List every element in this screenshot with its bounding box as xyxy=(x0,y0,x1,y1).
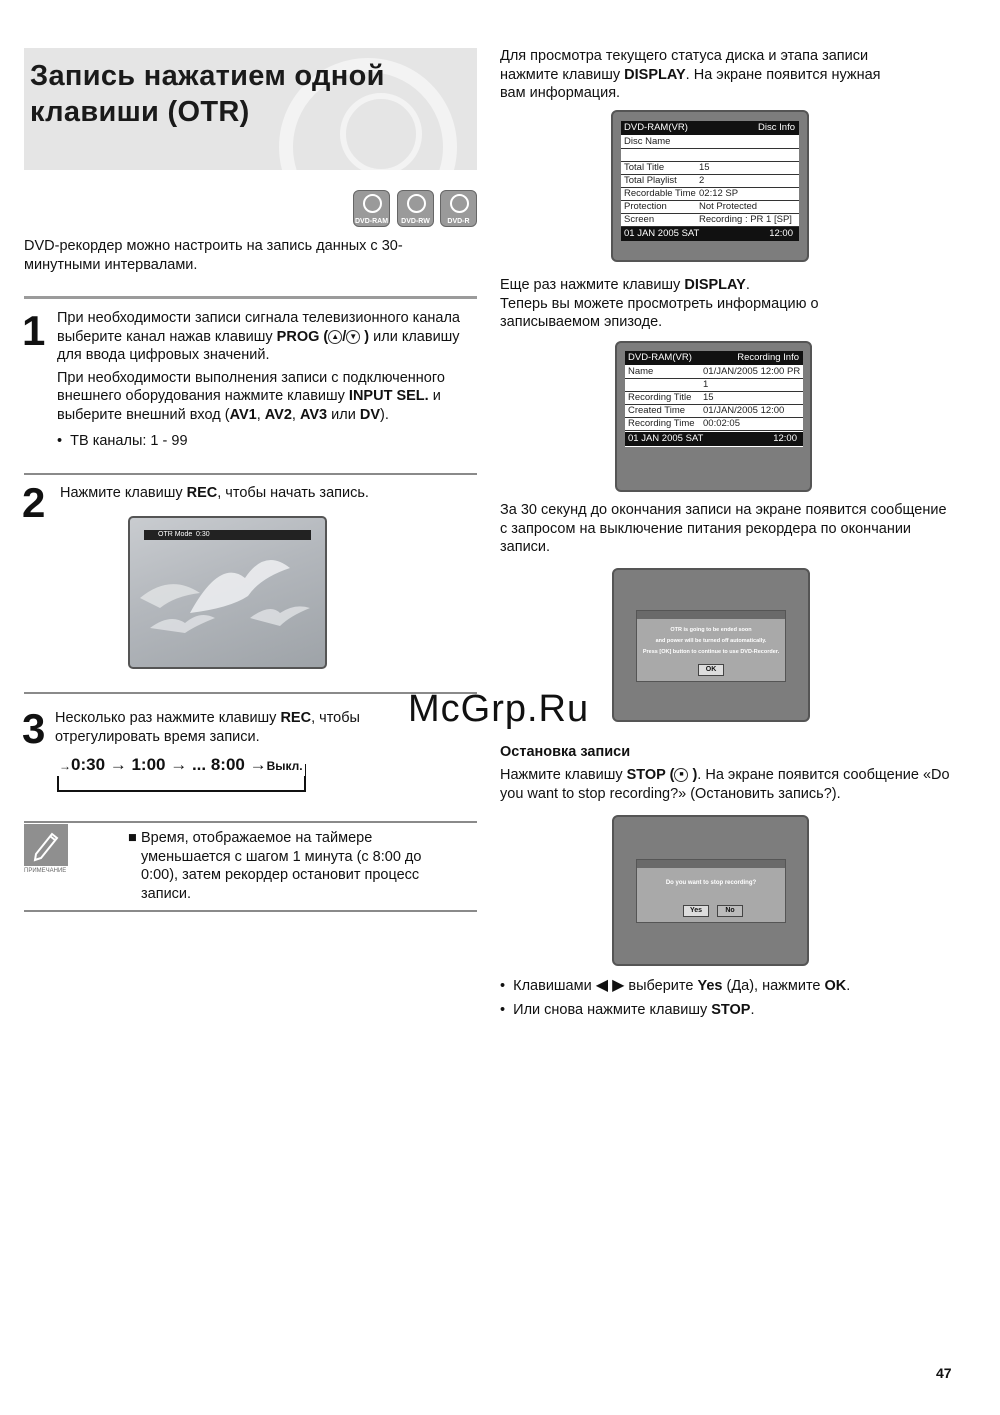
step-1-bullet: • ТВ каналы: 1 - 99 xyxy=(57,433,188,449)
disc-info-panel xyxy=(621,121,799,241)
divider xyxy=(24,473,477,475)
page-number: 47 xyxy=(936,1365,952,1381)
step-3-text: Несколько раз нажмите клавишу REC, чтобы отрегулировать время записи. xyxy=(55,710,360,745)
recording-info-row: 1 xyxy=(625,379,803,392)
right-paragraph-3: За 30 секунд до окончания записи на экране появится сообщение с запросом на выключение питания рекордера по окончании записи. xyxy=(500,502,947,555)
disc-info-footer: 01 JAN 2005 SAT 12:00 xyxy=(621,227,799,241)
watermark: McGrp.Ru xyxy=(408,688,590,730)
stop-dialog-question: Do you want to stop recording? xyxy=(665,880,757,886)
right-paragraph-2: Еще раз нажмите клавишу DISPLAY. Теперь вы можете просмотреть информацию о записываемом эпизоде. xyxy=(500,277,819,330)
yes-button[interactable]: Yes xyxy=(683,905,709,917)
page-title xyxy=(30,58,385,130)
stop-heading: Остановка записи xyxy=(500,744,631,760)
otr-dialog-line-2: and power will be turned off automatically. xyxy=(655,638,767,644)
intro-text: DVD-рекордер можно настроить на запись данных с 30-минутными интервалами. xyxy=(24,238,403,273)
disc-info-row: Protection Not Protected xyxy=(621,201,799,214)
disc-info-row: Recordable Time 02:12 SP xyxy=(621,188,799,201)
dvd-rw-icon: DVD-RW xyxy=(397,190,434,227)
note-label: ПРИМЕЧАНИЕ xyxy=(24,868,67,874)
stop-key-icon: ■ xyxy=(674,768,688,782)
recording-info-footer: 01 JAN 2005 SAT 12:00 xyxy=(625,432,803,446)
channel-up-icon: ▲ xyxy=(328,330,342,344)
disc-info-header: DVD-RAM(VR) Disc Info xyxy=(621,121,799,135)
note-bullet-icon: ■ xyxy=(128,830,137,846)
note-pencil-icon xyxy=(24,824,68,866)
step-1-paragraph-1: При необходимости записи сигнала телевизионного канала выберите канал нажав клавишу PROG ( ▲ / ▼ ) или клавишу для ввода цифровых значений. xyxy=(57,310,460,363)
title-line-1: Запись нажатием одной xyxy=(30,60,385,92)
step-3-number: 3 xyxy=(22,705,46,752)
bullet-1: • Клавишами ◀ ▶ выберите Yes (Да), нажмите OK. xyxy=(500,977,851,994)
recording-info-screen xyxy=(615,341,812,492)
otr-dialog-line-3: Press [OK] button to continue to use DVD-Recorder. xyxy=(642,649,780,655)
no-button[interactable]: No xyxy=(717,905,743,917)
left-arrow-icon: ◀ xyxy=(595,977,609,994)
channel-down-icon: ▼ xyxy=(346,330,360,344)
recording-info-panel xyxy=(625,351,803,447)
stop-dialog-screen xyxy=(612,815,809,966)
otr-end-screen xyxy=(612,568,810,722)
step-2-text: Нажмите клавишу REC, чтобы начать запись. xyxy=(60,485,369,501)
stop-dialog xyxy=(636,859,786,923)
recording-info-header: DVD-RAM(VR) Recording Info xyxy=(625,351,803,365)
otr-end-dialog xyxy=(636,610,786,682)
recording-info-row: Recording Time 00:02:05 xyxy=(625,418,803,431)
divider xyxy=(24,821,477,823)
disc-info-row: Total Playlist 2 xyxy=(621,175,799,188)
step-2-number: 2 xyxy=(22,479,46,526)
otr-osd-bar xyxy=(144,530,311,540)
disc-info-screen xyxy=(611,110,809,262)
title-line-2: клавиши (OTR) xyxy=(30,96,250,128)
right-paragraph-4: Нажмите клавишу STOP ( ■ ). На экране появится сообщение «Do you want to stop recording?» (Остановить запись?). xyxy=(500,767,950,802)
note-text: Время, отображаемое на таймере уменьшается с шагом 1 минута (с 8:00 до 0:00), затем рекордер остановит процесс записи. xyxy=(141,830,422,902)
disc-info-row: Total Title 15 xyxy=(621,162,799,175)
right-arrow-icon: ▶ xyxy=(612,977,625,994)
otr-dialog-line-1: OTR is going to be ended soon xyxy=(670,627,752,633)
disc-info-row: Screen Recording : PR 1 [SP] xyxy=(621,214,799,227)
disc-info-row: Disc Name xyxy=(621,136,799,149)
step-1-body xyxy=(57,309,477,451)
right-paragraph-1: Для просмотра текущего статуса диска и этапа записи нажмите клавишу DISPLAY. На экране появится нужная вам информация. xyxy=(500,48,881,101)
time-sequence: →0:30 → 1:00 → ... 8:00 →Выкл. xyxy=(59,755,303,774)
disc-info-row xyxy=(621,149,799,162)
step-1-paragraph-2: При необходимости выполнения записи с подключенного внешнего оборудования нажмите клавишу INPUT SEL. и выберите внешний вход (AV1, AV2, AV3 или DV). xyxy=(57,369,445,423)
recording-info-row: Created Time 01/JAN/2005 12:00 xyxy=(625,405,803,418)
seagulls-image xyxy=(130,518,325,667)
divider xyxy=(24,296,477,299)
step-1-number: 1 xyxy=(22,307,46,354)
dvd-ram-icon: DVD-RAM xyxy=(353,190,390,227)
recording-info-row: Name 01/JAN/2005 12:00 PR xyxy=(625,366,803,379)
note-text-block xyxy=(128,829,453,903)
ok-button[interactable]: OK xyxy=(698,664,724,676)
otr-mode-label: OTR Mode xyxy=(158,531,193,538)
title-banner xyxy=(24,48,477,170)
bullet-2: • Или снова нажмите клавишу STOP. xyxy=(500,1002,755,1018)
recording-info-row: Recording Title 15 xyxy=(625,392,803,405)
otr-time-value: 0:30 xyxy=(196,531,210,538)
divider xyxy=(24,910,477,912)
dvd-r-icon: DVD-R xyxy=(440,190,477,227)
otr-screen-photo xyxy=(128,516,327,669)
